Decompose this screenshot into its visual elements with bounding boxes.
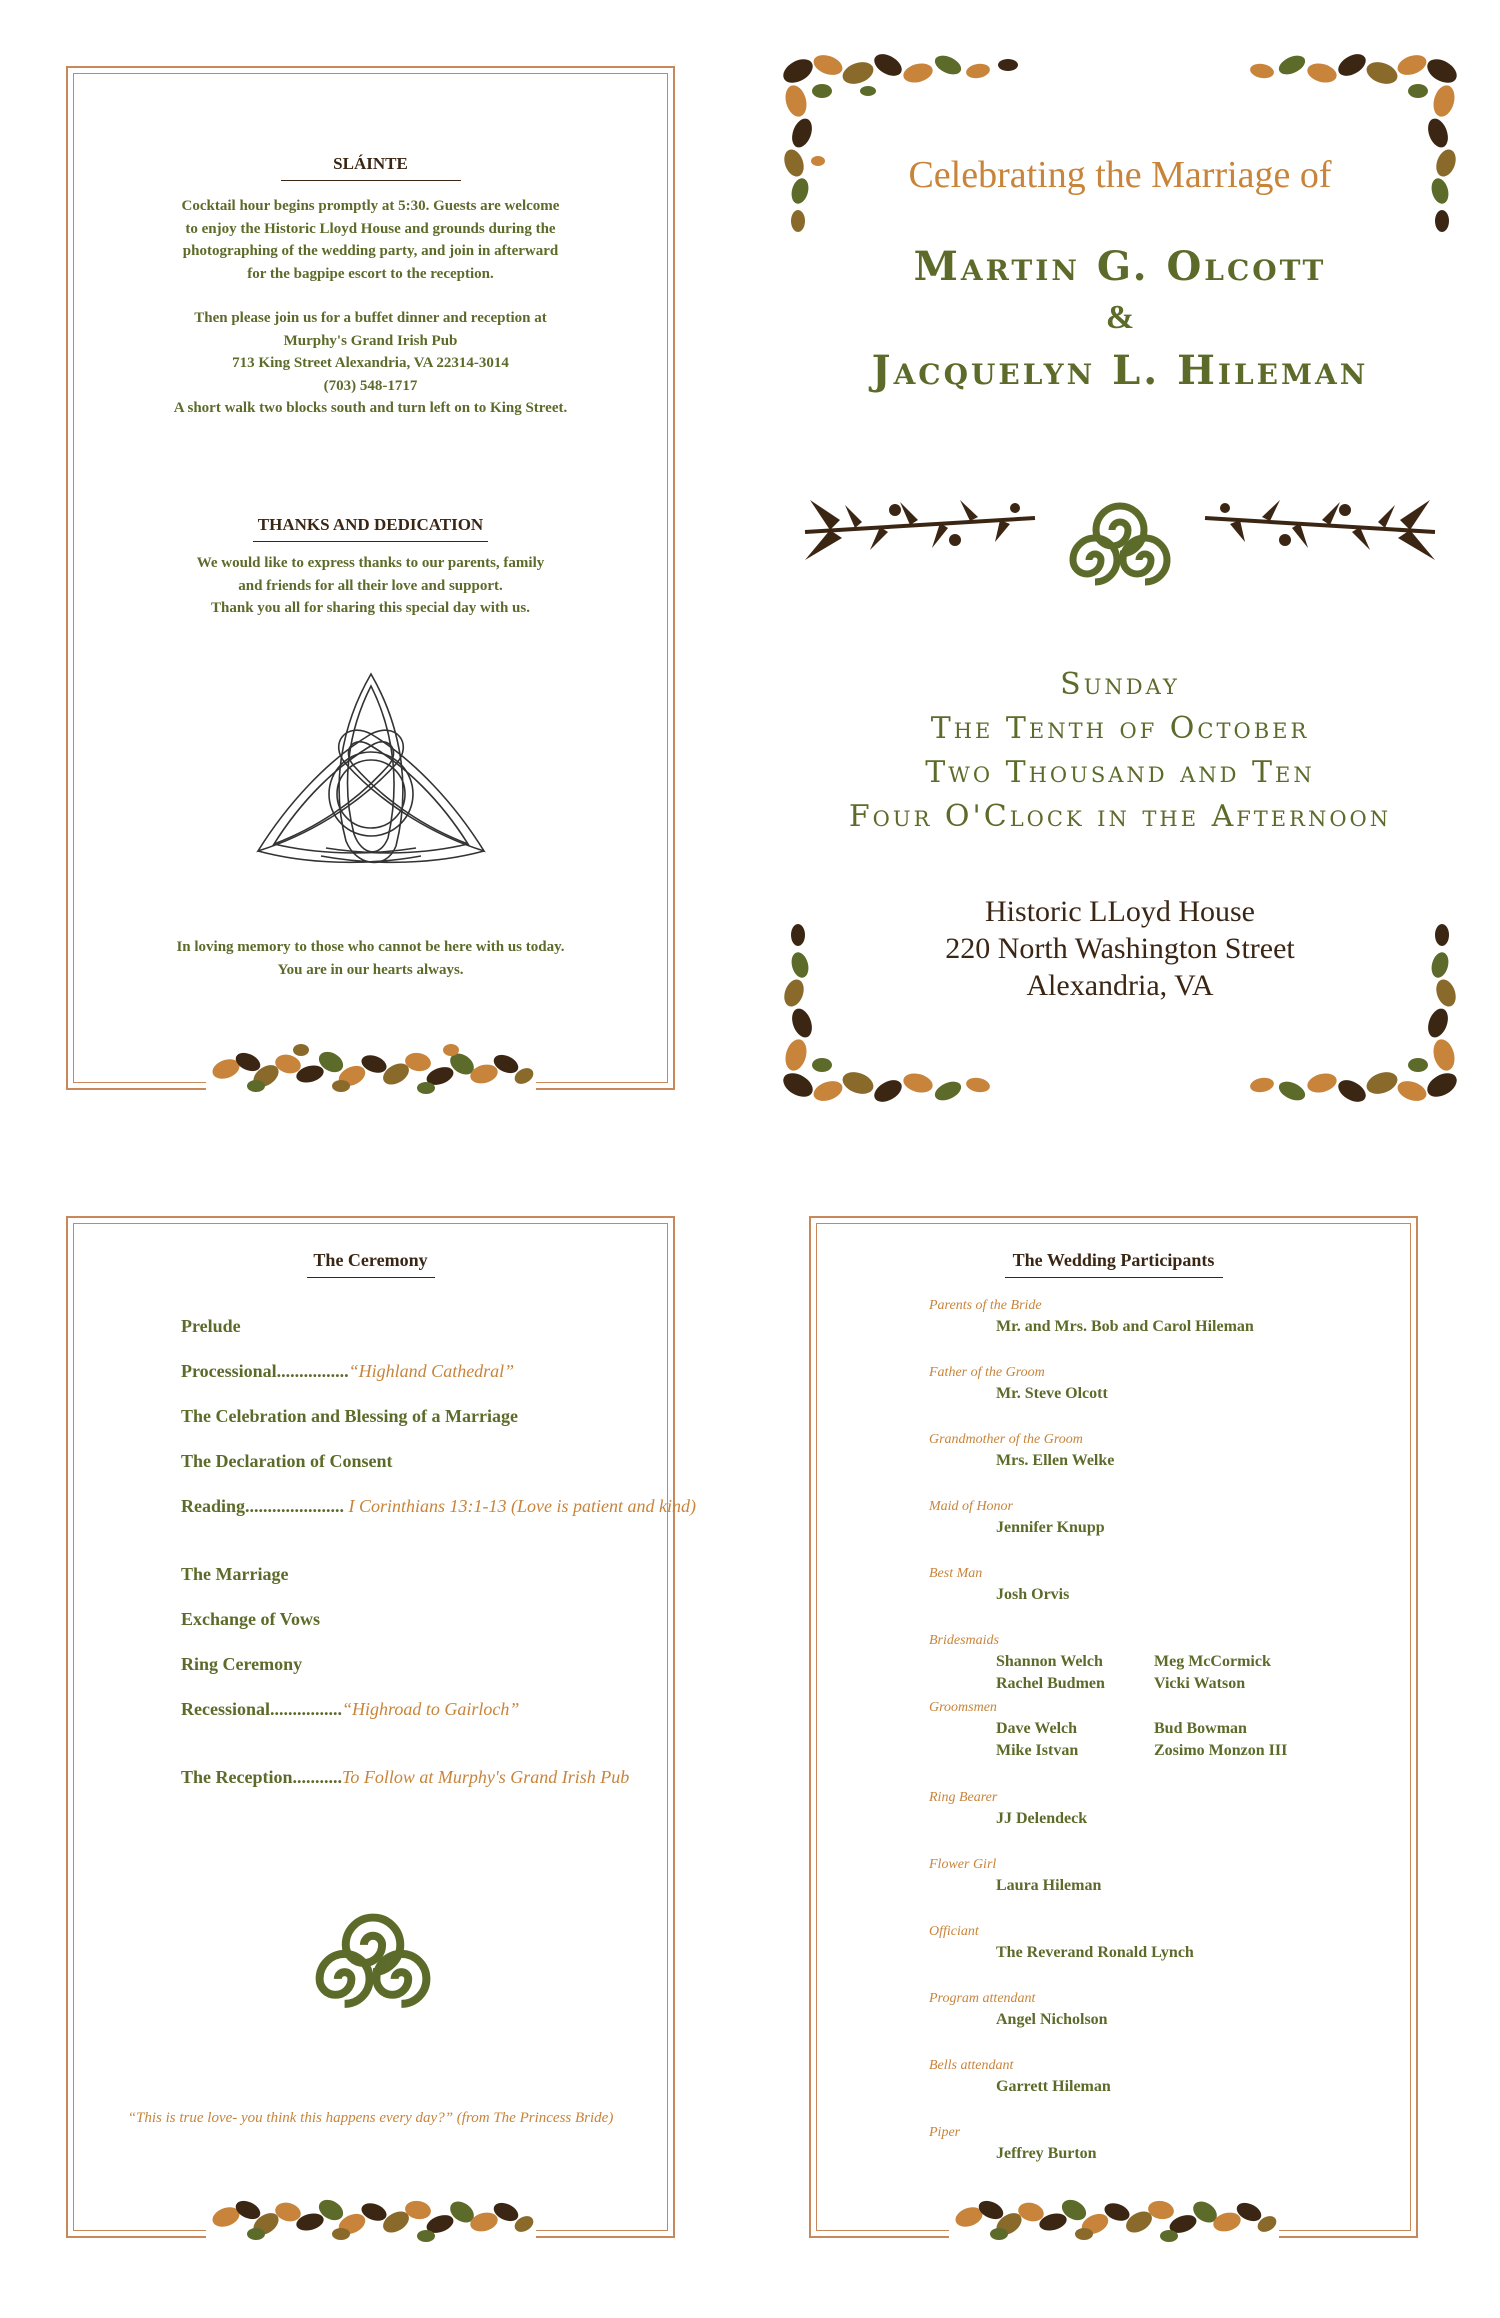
title-underline — [307, 1277, 435, 1278]
leaf-garland-icon — [206, 1034, 536, 1104]
triskele-icon — [1065, 480, 1175, 590]
groom-name: Martin G. Olcott — [913, 243, 1327, 290]
slainte-text: Cocktail hour begins promptly at 5:30. Guests are welcome to enjoy the Historic Lloyd House and grounds during the photographing of the wedding party, and join in afterward for the bagpipe escort to the reception. — [181, 198, 560, 282]
venue-line: Alexandria, VA — [1026, 969, 1214, 1002]
role-label: Officiant — [929, 1924, 979, 1939]
princess-bride-quote: “This is true love- you think this happens every day?” (from The Princess Bride) — [127, 2110, 614, 2126]
participant-name: Mr. Steve Olcott — [996, 1385, 1108, 1402]
corner-leaves-icon — [1212, 51, 1462, 251]
program-item: The Marriage — [181, 1564, 289, 1584]
branch-left-icon — [800, 490, 1040, 570]
role-label: Program attendant — [929, 1991, 1036, 2006]
cover-heading: Celebrating the Marriage of — [908, 154, 1332, 196]
corner-leaves-icon — [778, 51, 1028, 251]
program-item: Reading...................... I Corinthians 13:1-13 (Love is patient and kind) — [181, 1496, 696, 1516]
role-label: Groomsmen — [929, 1700, 997, 1715]
date-line: Two Thousand and Ten — [925, 755, 1315, 790]
corner-leaves-icon — [778, 905, 1028, 1105]
participant-name: Zosimo Monzon III — [1154, 1742, 1288, 1759]
leaf-garland-icon — [206, 2182, 536, 2252]
inside-left-panel — [66, 66, 675, 1090]
participant-name: Garrett Hileman — [996, 2078, 1111, 2095]
title-underline — [253, 541, 488, 542]
leaf-garland-icon — [949, 2182, 1279, 2252]
program-item: The Declaration of Consent — [181, 1451, 393, 1471]
bride-name: Jacquelyn L. Hileman — [871, 347, 1369, 394]
program-item: Recessional................“Highroad to Gairloch” — [181, 1699, 520, 1719]
participant-name: Shannon Welch — [996, 1653, 1103, 1670]
participant-name: Mr. and Mrs. Bob and Carol Hileman — [996, 1318, 1254, 1335]
program-item: The Celebration and Blessing of a Marriage — [181, 1406, 518, 1426]
role-label: Bridesmaids — [929, 1633, 999, 1648]
participant-name: Vicki Watson — [1154, 1675, 1246, 1692]
participants-header — [811, 1250, 1416, 1278]
panel-inner-border — [816, 1223, 1411, 2231]
memory-text: In loving memory to those who cannot be here with us today. You are in our hearts always. — [176, 939, 565, 978]
thanks-title: THANKS AND DEDICATION — [257, 515, 484, 534]
date-line: Four O'Clock in the Afternoon — [848, 799, 1392, 834]
participant-name: Josh Orvis — [996, 1586, 1070, 1603]
participants-panel — [809, 1216, 1418, 2238]
role-label: Flower Girl — [929, 1857, 997, 1872]
date-line: Sunday — [1060, 667, 1180, 702]
venue-line: 220 North Washington Street — [945, 932, 1295, 965]
program-item: The Reception...........To Follow at Murphy's Grand Irish Pub — [181, 1767, 630, 1787]
thanks-section — [68, 515, 673, 620]
program-item: Ring Ceremony — [181, 1654, 303, 1674]
participant-name: Mike Istvan — [996, 1742, 1079, 1759]
trinity-knot-icon — [246, 666, 496, 898]
role-label: Ring Bearer — [929, 1790, 998, 1805]
role-label: Bells attendant — [929, 2058, 1014, 2073]
slainte-section — [68, 154, 673, 420]
participant-name: Dave Welch — [996, 1720, 1078, 1737]
title-underline — [281, 180, 461, 181]
triskele-icon — [308, 1888, 438, 2013]
thanks-text: We would like to express thanks to our parents, family and friends for all their love and support. Thank you all for sharing this special day with us. — [196, 555, 545, 616]
participant-name: The Reverand Ronald Lynch — [996, 1944, 1194, 1961]
participant-name: Jeffrey Burton — [996, 2145, 1097, 2162]
ceremony-header — [68, 1250, 673, 1278]
role-label: Father of the Groom — [929, 1365, 1045, 1380]
participant-name: Jennifer Knupp — [996, 1519, 1105, 1536]
corner-leaves-icon — [1212, 905, 1462, 1105]
participant-name: Bud Bowman — [1154, 1720, 1247, 1737]
role-label: Grandmother of the Groom — [929, 1432, 1083, 1447]
branch-right-icon — [1200, 490, 1440, 570]
role-label: Maid of Honor — [929, 1499, 1013, 1514]
program-item: Processional................“Highland Cathedral” — [181, 1361, 515, 1381]
ceremony-panel — [66, 1216, 696, 2238]
participant-name: Meg McCormick — [1154, 1653, 1271, 1670]
role-label: Parents of the Bride — [929, 1298, 1042, 1313]
role-label: Piper — [929, 2125, 961, 2140]
reception-text: Then please join us for a buffet dinner and reception at Murphy's Grand Irish Pub 713 King Street Alexandria, VA 22314-3014 (703) 548-1717 A short walk two blocks south and turn left on to King Street. — [173, 310, 568, 416]
program-item: Exchange of Vows — [181, 1609, 321, 1629]
ceremony-title: The Ceremony — [313, 1250, 428, 1270]
program-item: Prelude — [181, 1316, 241, 1336]
ampersand: & — [1105, 299, 1135, 336]
participant-name: JJ Delendeck — [996, 1810, 1088, 1827]
slainte-title: SLÁINTE — [333, 154, 408, 173]
title-underline — [1005, 1277, 1223, 1278]
participant-name: Angel Nicholson — [996, 2011, 1108, 2028]
participant-name: Mrs. Ellen Welke — [996, 1452, 1115, 1469]
participant-name: Laura Hileman — [996, 1877, 1102, 1894]
venue-line: Historic LLoyd House — [985, 895, 1255, 928]
participant-name: Rachel Budmen — [996, 1675, 1105, 1692]
cover-panel — [770, 45, 1470, 1105]
participants-title: The Wedding Participants — [1012, 1250, 1215, 1270]
date-line: The Tenth of October — [930, 711, 1310, 746]
role-label: Best Man — [929, 1566, 983, 1581]
date-block — [770, 663, 1470, 839]
